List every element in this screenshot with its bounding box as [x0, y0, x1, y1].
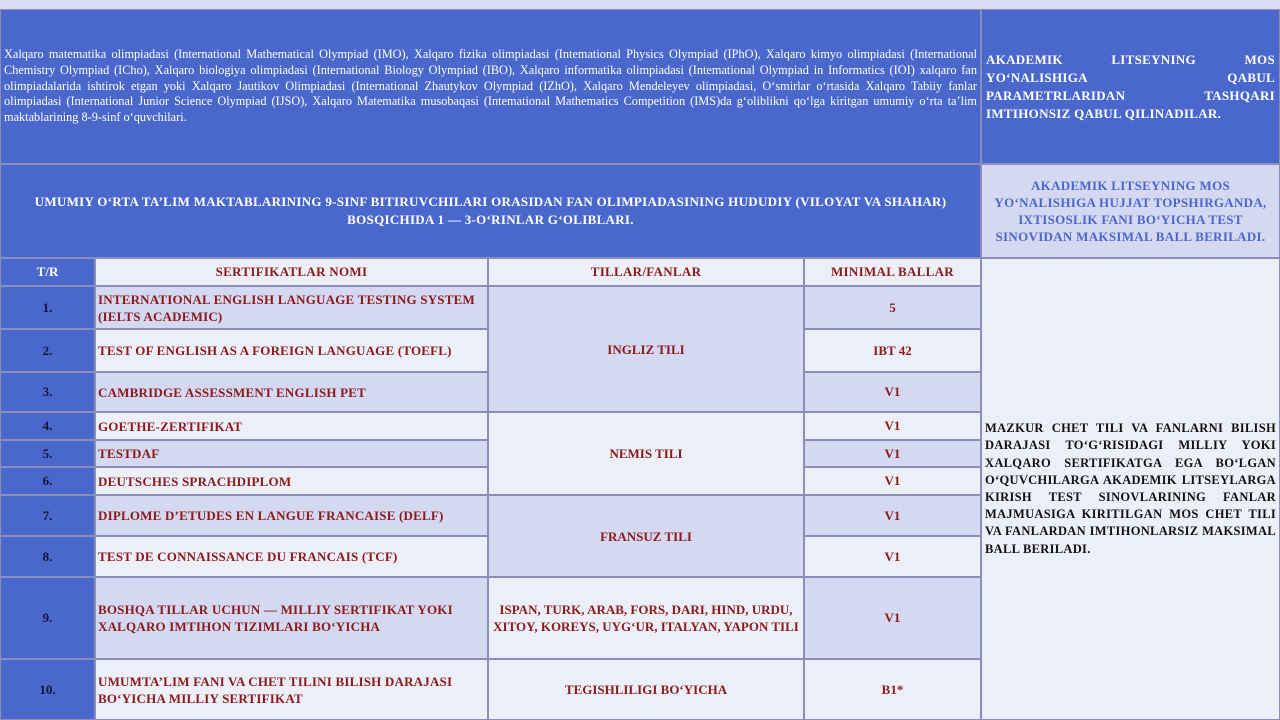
- language-other: ISPAN, TURK, ARAB, FORS, DARI, HIND, URDU, XITOY, KOREYS, UYG‘UR, ITALYAN, YAPON TILI: [488, 577, 804, 659]
- language-relevant: TEGISHLILIGI BO‘YICHA: [488, 659, 804, 720]
- row-num: 5.: [0, 440, 95, 467]
- cert-name: BOSHQA TILLAR UCHUN — MILLIY SERTIFIKAT YOKI XALQARO IMTIHON TIZIMLARI BO‘YICHA: [95, 577, 488, 659]
- olympiads-result-cell: [981, 9, 1280, 164]
- row-num: 8.: [0, 536, 95, 577]
- min-score: V1: [804, 495, 981, 536]
- min-score: V1: [804, 467, 981, 495]
- row-num: 4.: [0, 412, 95, 440]
- regional-result-cell: [981, 164, 1280, 258]
- cert-name: TEST OF ENGLISH AS A FOREIGN LANGUAGE (TOEFL): [95, 329, 488, 372]
- cert-name: DEUTSCHES SPRACHDIPLOM: [95, 467, 488, 495]
- col-header-tr: T/R: [0, 258, 95, 286]
- regional-text: UMUMIY O‘RTA TA’LIM MAKTABLARINING 9-SINF BITIRUVCHILARI ORASIDAN FAN OLIMPIADASINING HUDUDIY (VILOYAT VA SHAHAR) BOSQICHIDA 1 — 3-O‘RINLAR G‘OLIBLARI.: [34, 194, 947, 227]
- side-note: MAZKUR CHET TILI VA FANLARNI BILISH DARAJASI TO‘G‘RISIDAGI MILLIY YOKI XALQARO SERTIFIKATGA EGA BO‘LGAN O‘QUVCHILARGA AKADEMIK LITSEYLARGA KIRISH TEST SINOVLARINING FANLAR MAJMUASIGA KIRITILGAN MOS CHET TILI VA FANLARDAN IMTIHONLARSIZ MAKSIMAL BALL BERILADI.: [985, 421, 1276, 556]
- olympiads-text: Xalqaro matematika olimpiadasi (International Mathematical Olympiad (IMO), Xalqaro fizika olimpiadasi (Intemational Physics Olympiad (IPhO), Xalqaro kimyo olimpiadasi (International Chemistry Olympiad (ICho), Xalqaro biologiya olimpiadasi (International Biology Olympiad (IBO), Xalqaro informatika olimpiadasi (Intemational Olympiad in Informatics (IOI) xalqaro fan olimpiadalarida ishtirok etgan yoki Xalqaro Jautikov Olimpiadasi (International Zhautykov Olympiad (IZhO), Xalqaro Mendeleyev olimpiadasi, O‘smirlar o‘rtasida Xalqaro Tabiiy fanlar olimpiadasi (International Junior Science Olympiad (IJSO), Xalqaro Matematika musobaqasi (Intemational Mathematics Competition (IMS)da g‘oliblikni qo‘lga kiritgan umumiy o‘rta ta’lim maktablarining 8-9-sinf o‘quvchilari.: [4, 47, 977, 125]
- cert-name: INTERNATIONAL ENGLISH LANGUAGE TESTING SYSTEM (IELTS ACADEMIC): [95, 286, 488, 329]
- min-score: V1: [804, 412, 981, 440]
- olympiads-cell: [0, 9, 981, 164]
- col-header-name: SERTIFIKATLAR NOMI: [95, 258, 488, 286]
- col-header-min-scores: MINIMAL BALLAR: [804, 258, 981, 286]
- min-score: V1: [804, 577, 981, 659]
- min-score: V1: [804, 440, 981, 467]
- row-num: 6.: [0, 467, 95, 495]
- min-score: V1: [804, 372, 981, 412]
- cert-name: TEST DE CONNAISSANCE DU FRANCAIS (TCF): [95, 536, 488, 577]
- regional-cell: [0, 164, 981, 258]
- cert-name: GOETHE-ZERTIFIKAT: [95, 412, 488, 440]
- language-french: FRANSUZ TILI: [488, 495, 804, 577]
- min-score: B1*: [804, 659, 981, 720]
- col-header-languages: TILLAR/FANLAR: [488, 258, 804, 286]
- cert-name: DIPLOME D’ETUDES EN LANGUE FRANCAISE (DELF): [95, 495, 488, 536]
- min-score: V1: [804, 536, 981, 577]
- cert-name: TESTDAF: [95, 440, 488, 467]
- cert-name: UMUMTA’LIM FANI VA CHET TILINI BILISH DARAJASI BO‘YICHA MILLIY SERTIFIKAT: [95, 659, 488, 720]
- language-english: INGLIZ TILI: [488, 286, 804, 412]
- olympiads-result: AKADEMIK LITSEYNING MOS YO‘NALISHIGA QABUL PARAMETRLARIDAN TASHQARI IMTIHONSIZ QABUL QILINADILAR.: [986, 51, 1275, 121]
- language-german: NEMIS TILI: [488, 412, 804, 495]
- min-score: IBT 42: [804, 329, 981, 372]
- row-num: 1.: [0, 286, 95, 329]
- regional-result: AKADEMIK LITSEYNING MOS YO‘NALISHIGA HUJJAT TOPSHIRGANDA, IXTISOSLIK FANI BO‘YICHA TEST SINOVIDAN MAKSIMAL BALL BERILADI.: [994, 178, 1267, 244]
- row-num: 10.: [0, 659, 95, 720]
- min-score: 5: [804, 286, 981, 329]
- row-num: 3.: [0, 372, 95, 412]
- cert-name: CAMBRIDGE ASSESSMENT ENGLISH PET: [95, 372, 488, 412]
- row-num: 7.: [0, 495, 95, 536]
- row-num: 9.: [0, 577, 95, 659]
- side-note-cell: [981, 258, 1280, 720]
- row-num: 2.: [0, 329, 95, 372]
